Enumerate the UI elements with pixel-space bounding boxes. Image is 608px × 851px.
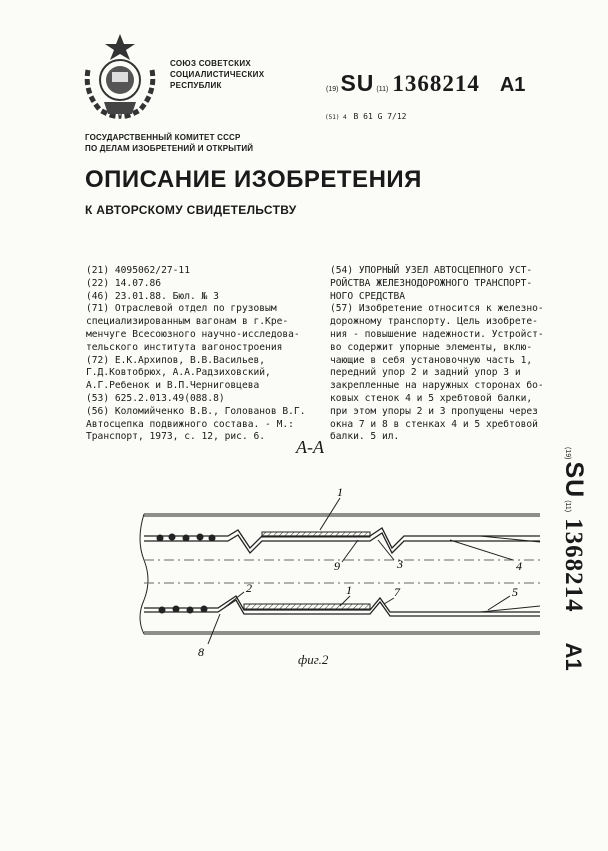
abstract-line: дорожному транспорту. Цель изобрете-	[330, 316, 538, 328]
kind-code: A1	[561, 642, 586, 671]
abstract-line: ния - повышение надежности. Устройст-	[330, 328, 544, 340]
abstract-line: РОЙСТВА ЖЕЛЕЗНОДОРОЖНОГО ТРАНСПОРТ-	[330, 277, 533, 289]
drawing-label: 1	[346, 583, 352, 597]
abstract-line: закрепленные на наружных сторонах бо-	[330, 380, 544, 392]
section-label: А-А	[296, 437, 324, 457]
ipc-code: В 61 G 7/12	[353, 112, 407, 121]
inid-19: (19)	[564, 447, 571, 460]
abstract-line: передний упор 2 и задний упор 3 и	[330, 367, 521, 379]
biblio-line: Г.Д.Ковтобрюх, А.А.Радзиховский,	[86, 367, 271, 379]
biblio-line: (56) Коломийченко В.В., Голованов В.Г.	[86, 405, 306, 417]
biblio-line: (21) 4095062/27-11	[86, 265, 190, 276]
abstract-line: балки. 5 ил.	[330, 431, 400, 443]
drawing-label: 4	[516, 559, 522, 573]
inid-11: (11)	[564, 500, 571, 513]
drawing-label: 7	[394, 585, 400, 599]
kind-code: A1	[499, 74, 526, 96]
biblio-line: менчуге Всесоюзного научно-исследова-	[86, 328, 300, 340]
union-line: СОЮЗ СОВЕТСКИХ	[170, 59, 252, 68]
country-code: SU	[340, 70, 375, 96]
figure-caption: фиг.2	[298, 652, 329, 667]
biblio-line: (46) 23.01.88. Бюл. № 3	[86, 290, 219, 302]
committee-line: ГОСУДАРСТВЕННЫЙ КОМИТЕТ СССР	[85, 133, 241, 142]
biblio-line: Транспорт, 1973, с. 12, рис. 6.	[86, 431, 266, 443]
abstract-line: (57) Изобретение относится к железно-	[330, 303, 544, 315]
union-line: РЕСПУБЛИК	[170, 81, 222, 90]
drawing-label: 8	[198, 645, 204, 659]
biblio-line: тельского института вагоностроения	[86, 341, 283, 353]
abstract-line: во содержит упорные элементы, вклю-	[330, 341, 533, 353]
biblio-line: (71) Отраслевой отдел по грузовым	[86, 303, 277, 315]
country-code: SU	[560, 461, 588, 499]
drawing-label: 1	[337, 485, 343, 499]
biblio-line: Автосцепка подвижного состава. - М.:	[86, 418, 294, 430]
abstract-line: при этом упоры 2 и 3 пропущены через	[330, 405, 538, 417]
abstract-line: окна 7 и 8 в стенках 4 и 5 хребтовой	[330, 418, 538, 430]
union-line: СОЦИАЛИСТИЧЕСКИХ	[170, 70, 265, 79]
biblio-line: А.Г.Ребенок и В.П.Черниговцева	[86, 380, 260, 392]
inid-11: (11)	[376, 86, 389, 93]
drawing-label: 3	[397, 557, 403, 571]
abstract-line: НОГО СРЕДСТВА	[330, 290, 406, 302]
biblio-line: (22) 14.07.86	[86, 277, 162, 289]
biblio-line: (53) 625.2.013.49(088.8)	[86, 392, 225, 404]
document-title: ОПИСАНИЕ ИЗОБРЕТЕНИЯ	[85, 166, 422, 193]
biblio-line: специализированным вагонам в г.Кре-	[86, 316, 289, 328]
drawing-label: 2	[246, 581, 252, 595]
drawing-label: 9	[334, 559, 340, 573]
abstract-line: ковых стенок 4 и 5 хребтовой балки,	[330, 392, 533, 404]
patent-number: 1368214	[392, 71, 480, 96]
biblio-line: (72) Е.К.Архипов, В.В.Васильев,	[86, 354, 266, 366]
committee-line: ПО ДЕЛАМ ИЗОБРЕТЕНИЙ И ОТКРЫТИЙ	[85, 144, 254, 153]
patent-number: 1368214	[560, 518, 587, 613]
inid-51: (51) 4	[325, 114, 347, 121]
drawing-label: 5	[512, 585, 518, 599]
document-subtitle: К АВТОРСКОМУ СВИДЕТЕЛЬСТВУ	[85, 203, 297, 217]
abstract-line: чающие в себя установочную часть 1,	[330, 354, 533, 366]
inid-19: (19)	[326, 86, 339, 93]
abstract-line: (54) УПОРНЫЙ УЗЕЛ АВТОСЦЕПНОГО УСТ-	[330, 265, 533, 276]
